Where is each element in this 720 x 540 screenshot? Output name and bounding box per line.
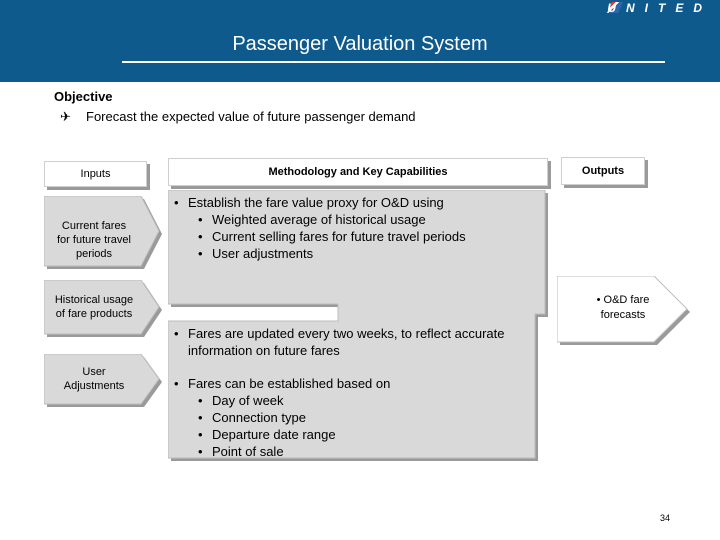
method-sub-bullet-text: Current selling fares for future travel periods <box>212 229 466 244</box>
method-sub-bullet: • Current selling fares for future travel periods <box>198 229 466 244</box>
method-bullet: • Fares are updated every two weeks, to reflect accurate <box>174 326 505 341</box>
input-arrow-user-adjustments <box>44 354 166 410</box>
input-label-line: periods <box>75 248 113 260</box>
method-bullet-continuation: information on future fares <box>188 343 340 358</box>
output-arrow-od-fare-forecasts <box>557 276 692 348</box>
title-underline <box>122 61 665 63</box>
outputs-header: Outputs <box>561 157 645 185</box>
input-label-line: Historical usage <box>54 294 134 306</box>
method-sub-bullet: • Day of week <box>198 393 284 408</box>
method-bullet-text: Fares are updated every two weeks, to reflect accurate <box>188 326 505 341</box>
method-bullet-text: Establish the fare value proxy for O&D using <box>188 195 444 210</box>
method-sub-bullet-text: Departure date range <box>212 427 336 442</box>
input-arrow-historical-usage <box>44 280 166 340</box>
output-label-line: forecasts <box>600 309 646 321</box>
method-sub-bullet-text: Weighted average of historical usage <box>212 212 426 227</box>
method-sub-bullet-text: User adjustments <box>212 246 314 261</box>
page-title: Passenger Valuation System <box>232 33 488 55</box>
input-label-line: User <box>82 366 106 378</box>
method-sub-bullet: • Departure date range <box>198 427 336 442</box>
input-label-line: Current fares <box>61 220 127 232</box>
objective-label: Objective <box>54 89 113 104</box>
page-number: 34 <box>660 513 671 523</box>
input-label-line: Adjustments <box>63 380 125 392</box>
title-banner <box>0 0 720 82</box>
objective-text: Forecast the expected value of future passenger demand <box>86 109 416 124</box>
methodology-header: Methodology and Key Capabilities <box>168 158 548 186</box>
input-label-line: for future travel <box>57 234 131 246</box>
method-sub-bullet: • Connection type <box>198 410 306 425</box>
input-arrow-current-fares <box>44 196 166 272</box>
output-label-line: • O&D fare <box>596 294 650 306</box>
method-sub-bullet: • User adjustments <box>198 246 314 261</box>
method-sub-bullet: • Point of sale <box>198 444 284 459</box>
method-sub-bullet: • Weighted average of historical usage <box>198 212 426 227</box>
method-sub-bullet-text: Day of week <box>212 393 284 408</box>
method-bullet: • Fares can be established based on <box>174 376 391 391</box>
input-label-line: of fare products <box>55 308 133 320</box>
airplane-icon: ✈ <box>60 109 71 124</box>
methodology-panel <box>168 190 548 462</box>
method-sub-bullet-text: Point of sale <box>212 444 284 459</box>
brand-name: UNITED <box>607 1 712 15</box>
objective-item <box>60 109 416 125</box>
method-sub-bullet-text: Connection type <box>212 410 306 425</box>
inputs-header: Inputs <box>44 161 147 187</box>
method-bullet-text: Fares can be established based on <box>188 376 391 391</box>
method-bullet: • Establish the fare value proxy for O&D using <box>174 195 444 210</box>
